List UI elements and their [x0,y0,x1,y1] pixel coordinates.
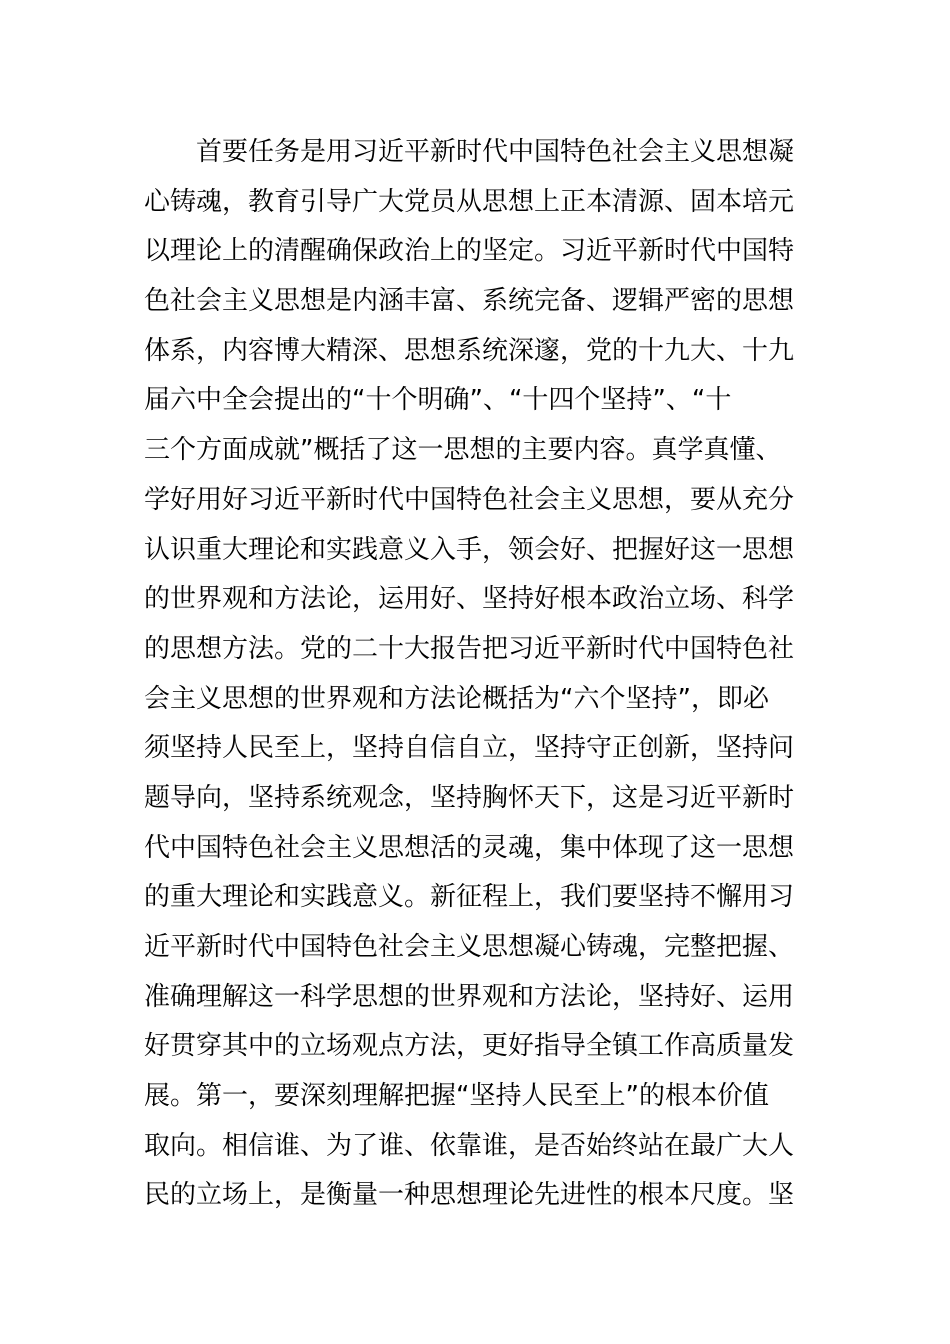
text-line: 的世界观和方法论，运用好、坚持好根本政治立场、科学 [144,584,795,615]
body-paragraph [144,128,824,1221]
text-line: 以理论上的清醒确保政治上的坚定。习近平新时代中国特 [144,236,795,267]
text-line: 认识重大理论和实践意义入手，领会好、把握好这一思想 [144,534,795,565]
text-line: 民的立场上，是衡量一种思想理论先进性的根本尺度。坚 [144,1180,795,1211]
text-line: 好贯穿其中的立场观点方法，更好指导全镇工作高质量发 [144,1031,795,1062]
text-line: 题导向，坚持系统观念，坚持胸怀天下，这是习近平新时 [144,782,795,813]
text-line: 首要任务是用习近平新时代中国特色社会主义思想凝 [196,137,795,167]
text-line: 须坚持人民至上，坚持自信自立，坚持守正创新，坚持问 [144,733,795,764]
text-line: 心铸魂，教育引导广大党员从思想上正本清源、固本培元 [144,186,795,217]
text-line: 会主义思想的世界观和方法论概括为“六个坚持”，即必 [144,683,769,714]
text-line: 近平新时代中国特色社会主义思想凝心铸魂，完整把握、 [144,932,795,962]
text-line: 展。第一，要深刻理解把握“坚持人民至上”的根本价值 [144,1081,769,1112]
text-line: 学好用好习近平新时代中国特色社会主义思想，要从充分 [144,484,795,515]
text-line: 准确理解这一科学思想的世界观和方法论，坚持好、运用 [144,981,795,1012]
text-line: 届六中全会提出的“十个明确”、“十四个坚持”、“十 [144,385,732,416]
text-line: 色社会主义思想是内涵丰富、系统完备、逻辑严密的思想 [144,286,795,317]
text-line: 体系，内容博大精深、思想系统深邃，党的十九大、十九 [144,335,795,366]
text-line: 代中国特色社会主义思想活的灵魂，集中体现了这一思想 [144,832,795,863]
text-line: 的思想方法。党的二十大报告把习近平新时代中国特色社 [144,633,795,664]
text-line: 取向。相信谁、为了谁、依靠谁，是否始终站在最广大人 [144,1130,795,1161]
text-line: 的重大理论和实践意义。新征程上，我们要坚持不懈用习 [144,882,795,913]
text-line: 三个方面成就”概括了这一思想的主要内容。真学真懂、 [144,435,782,466]
